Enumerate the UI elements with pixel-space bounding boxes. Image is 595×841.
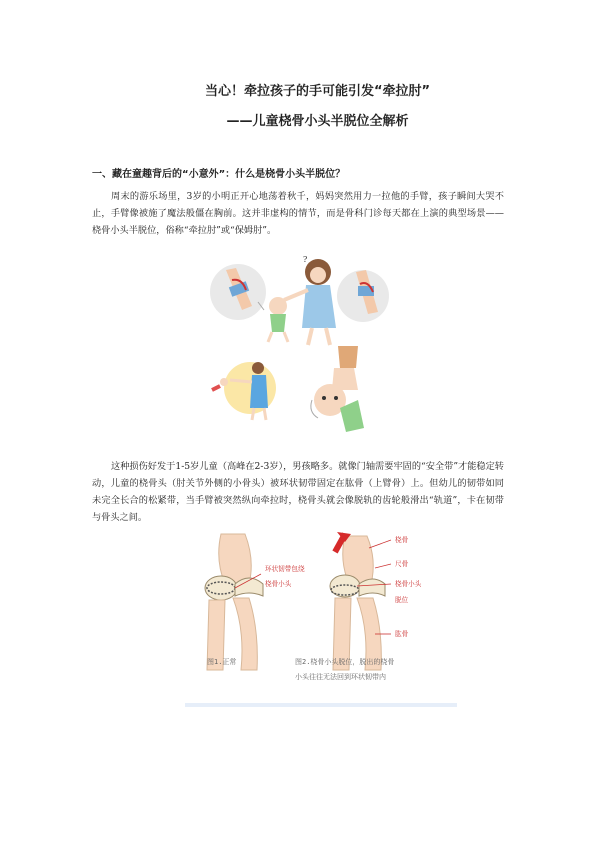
label-radial-head: 桡骨小头 (265, 580, 292, 588)
divider-bar (185, 703, 457, 707)
normal-elbow-figure (205, 534, 263, 670)
elbow-anatomy-diagram (185, 530, 457, 710)
label-humerus: 肱骨 (395, 630, 409, 638)
label-ligament: 环状韧带包绕 (265, 565, 305, 573)
svg-text:?: ? (303, 255, 308, 264)
nursemaid-elbow-illustration (208, 250, 390, 440)
paragraph-1: 周末的游乐场里，3岁的小明正开心地荡着秋千，妈妈突然用力一拉他的手臂，孩子瞬间大哭不止，手臂像被施了魔法般僵在胸前。这并非虚构的情节，而是骨科门诊每天都在上演的典型场景——桡骨小头半脱位，俗称“牵拉肘”或“保姆肘”。 (92, 191, 504, 236)
caption-dislocated-line2: 小头往往无法回到环状韧带内 (295, 673, 386, 681)
caption-normal: 图1.正常 (207, 658, 237, 666)
document-subtitle: ——儿童桡骨小头半脱位全解析 (226, 114, 409, 129)
paragraph-2: 这种损伤好发于1-5岁儿童（高峰在2-3岁），男孩略多。就像门轴需要牢固的“安全带”才能稳定转动，儿童的桡骨头（肘关节外侧的小骨头）被环状韧带固定在肱骨（上臂骨）上。但幼儿的韧带如同未完全长合的松紧带，当手臂被突然纵向牵拉时，桡骨头就会像脱轨的齿轮般滑出“轨道”，卡在韧带与骨头之间。 (92, 461, 504, 523)
section1-heading: 一、藏在童趣背后的“小意外”：什么是桡骨小头半脱位？ (92, 169, 346, 180)
dislocated-elbow-figure (330, 532, 391, 670)
caption-dislocated-line1: 图2.桡骨小头脱位，脱出的桡骨 (295, 658, 395, 666)
label-dislocation-1: 桡骨小头 (395, 580, 422, 588)
label-dislocation-2: 脱位 (395, 596, 409, 604)
label-ulna: 尺骨 (395, 560, 409, 568)
document-title: 当心！牵拉孩子的手可能引发“牵拉肘” (204, 84, 431, 99)
label-radius: 桡骨 (395, 536, 409, 544)
